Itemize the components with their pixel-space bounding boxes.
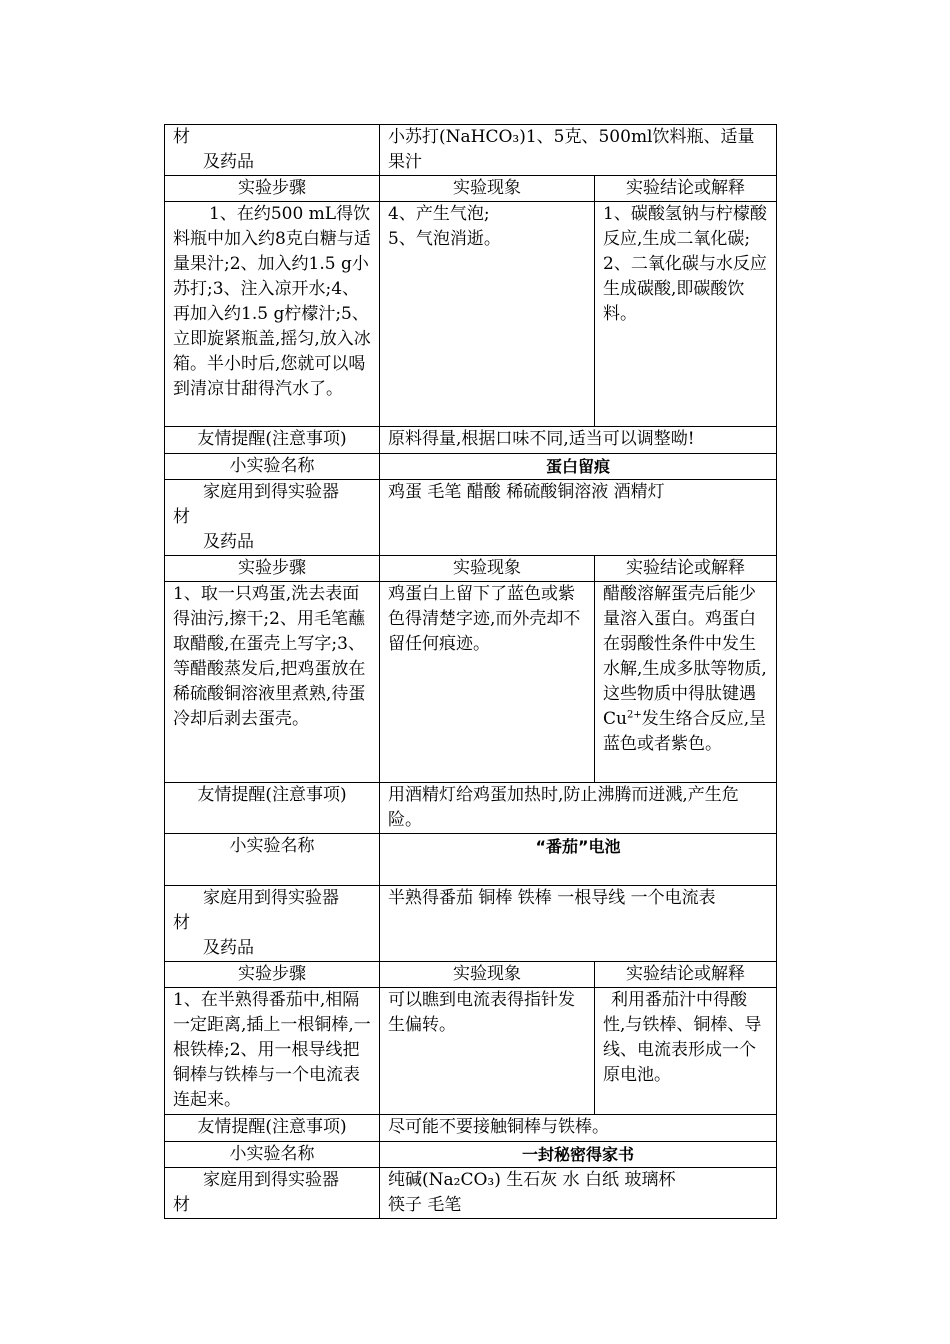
exp4-materials-row [165, 1168, 777, 1219]
materials-label: 材 及药品 [165, 125, 380, 176]
exp1-reminder-row [165, 427, 777, 454]
phenomena-header: 实验现象 [380, 176, 595, 202]
materials-label: 家庭用到得实验器 材 及药品 [165, 480, 380, 556]
exp2-header-row [165, 556, 777, 582]
exp1-body-row [165, 202, 777, 427]
exp2-steps: 1、取一只鸡蛋,洗去表面得油污,擦干;2、用毛笔蘸取醋酸,在蛋壳上写字;3、等醋酸蒸发后,把鸡蛋放在稀硫酸铜溶液里煮熟,待蛋冷却后剥去蛋壳。 [165, 582, 380, 783]
steps-header: 实验步骤 [165, 176, 380, 202]
exp3-name-row [165, 834, 777, 886]
steps-header: 实验步骤 [165, 962, 380, 988]
exp1-steps: 1、在约500 mL得饮料瓶中加入约8克白糖与适量果汁;2、加入约1.5 g小苏打;3、注入凉开水;4、再加入约1.5 g柠檬汁;5、立即旋紧瓶盖,摇匀,放入冰箱。半小时后,您就可以喝到清凉甘甜得汽水了。 [165, 202, 380, 427]
materials-label: 家庭用到得实验器 材 及药品 [165, 886, 380, 962]
materials-label: 家庭用到得实验器 材 [165, 1168, 380, 1219]
exp3-conclusion: 利用番茄汁中得酸性,与铁棒、铜棒、导线、电流表形成一个原电池。 [595, 988, 777, 1115]
reminder-label: 友情提醒(注意事项) [165, 427, 380, 454]
exp2-materials: 鸡蛋 毛笔 醋酸 稀硫酸铜溶液 酒精灯 [380, 480, 777, 556]
exp3-materials-row [165, 886, 777, 962]
phenomena-header: 实验现象 [380, 556, 595, 582]
exp1-reminder: 原料得量,根据口味不同,适当可以调整呦! [380, 427, 777, 454]
exp3-reminder: 尽可能不要接触铜棒与铁棒。 [380, 1115, 777, 1142]
exp3-body-row [165, 988, 777, 1115]
exp2-materials-row [165, 480, 777, 556]
exp3-header-row [165, 962, 777, 988]
exp1-header-row [165, 176, 777, 202]
steps-header: 实验步骤 [165, 556, 380, 582]
conclusion-header: 实验结论或解释 [595, 556, 777, 582]
reminder-label: 友情提醒(注意事项) [165, 783, 380, 834]
conclusion-header: 实验结论或解释 [595, 962, 777, 988]
experiment-name-label: 小实验名称 [165, 1142, 380, 1168]
exp3-phenomena: 可以瞧到电流表得指针发生偏转。 [380, 988, 595, 1115]
experiment-name-label: 小实验名称 [165, 454, 380, 480]
exp2-reminder: 用酒精灯给鸡蛋加热时,防止沸腾而迸溅,产生危险。 [380, 783, 777, 834]
exp3-reminder-row [165, 1115, 777, 1142]
exp2-name: 蛋白留痕 [380, 454, 777, 480]
conclusion-header: 实验结论或解释 [595, 176, 777, 202]
exp2-body-row [165, 582, 777, 783]
exp1-materials: 小苏打(NaHCO₃)1、5克、500ml饮料瓶、适量果汁 [380, 125, 777, 176]
exp3-name: “番茄”电池 [380, 834, 777, 886]
experiment-name-label: 小实验名称 [165, 834, 380, 886]
exp1-materials-row [165, 125, 777, 176]
exp2-phenomena: 鸡蛋白上留下了蓝色或紫色得清楚字迹,而外壳却不留任何痕迹。 [380, 582, 595, 783]
exp2-conclusion: 醋酸溶解蛋壳后能少量溶入蛋白。鸡蛋白在弱酸性条件中发生水解,生成多肽等物质,这些物质中得肽键遇$Cu^{2+}$发生络合反应,呈蓝色或者紫色。 [595, 582, 777, 783]
exp4-name-row [165, 1142, 777, 1168]
reminder-label: 友情提醒(注意事项) [165, 1115, 380, 1142]
exp1-conclusion: 1、碳酸氢钠与柠檬酸反应,生成二氧化碳; 2、二氧化碳与水反应生成碳酸,即碳酸饮料。 [595, 202, 777, 427]
exp4-name: 一封秘密得家书 [380, 1142, 777, 1168]
exp4-materials: 纯碱(Na₂CO₃) 生石灰 水 白纸 玻璃杯 筷子 毛笔 [380, 1168, 777, 1219]
exp1-phenomena: 4、产生气泡; 5、气泡消逝。 [380, 202, 595, 427]
phenomena-header: 实验现象 [380, 962, 595, 988]
exp2-reminder-row [165, 783, 777, 834]
experiments-table [164, 124, 777, 1219]
exp2-name-row [165, 454, 777, 480]
exp3-materials: 半熟得番茄 铜棒 铁棒 一根导线 一个电流表 [380, 886, 777, 962]
exp3-steps: 1、在半熟得番茄中,相隔一定距离,插上一根铜棒,一根铁棒;2、用一根导线把铜棒与铁棒与一个电流表连起来。 [165, 988, 380, 1115]
